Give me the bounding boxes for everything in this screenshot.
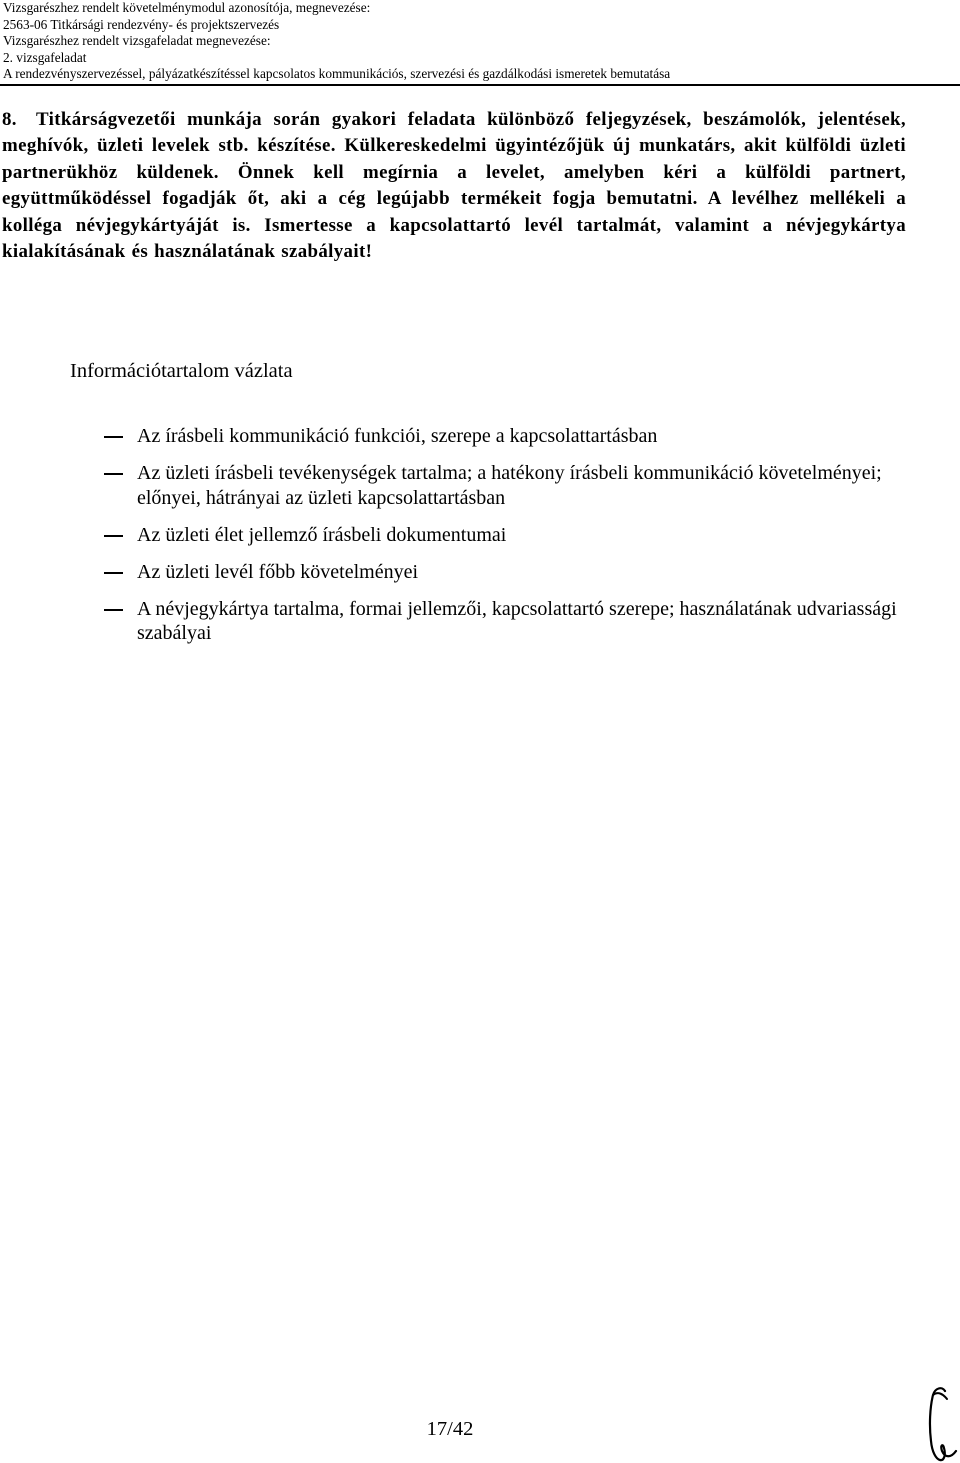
dash-bullet xyxy=(104,436,123,438)
outline-item xyxy=(104,461,904,510)
dash-bullet xyxy=(104,473,123,475)
outline-item-text: Az írásbeli kommunikáció funkciói, szerepe a kapcsolattartásban xyxy=(137,425,658,447)
outline-item xyxy=(104,597,904,646)
outline-item-text: A névjegykártya tartalma, formai jellemzői, kapcsolattartó szerepe; használatának udvariassági szabályai xyxy=(137,597,897,644)
header-task-label: Vizsgarészhez rendelt vizsgafeladat megnevezése: xyxy=(3,33,271,49)
header-divider xyxy=(0,84,960,86)
task-text: Titkárságvezetői munkája során gyakori feladata különböző feljegyzések, beszámolók, jelentések, meghívók, üzleti levelek stb. készítése. Külkereskedelmi ügyintézőjük új munkatárs, akit külföldi üzleti partnerükhöz küldenek. Önnek kell megírnia a levelet, amelyben kéri a külföldi partnert, együttműködéssel fogadják őt, aki a cég legújabb termékeit fogja bemutatni. A levélhez mellékeli a kolléga névjegykártyáját is. Ismertesse a kapcsolattartó levél tartalmát, valamint a névjegykártya kialakításának és használatának szabályait! xyxy=(2,109,906,263)
outline-list xyxy=(104,424,904,658)
signature-mark xyxy=(918,1385,960,1463)
outline-title: Információtartalom vázlata xyxy=(70,360,293,382)
outline-item-text: Az üzleti élet jellemző írásbeli dokumentumai xyxy=(137,523,507,546)
header-task-title: A rendezvényszervezéssel, pályázatkészítéssel kapcsolatos kommunikációs, szervezési és gazdálkodási ismeretek bemutatása xyxy=(3,66,671,82)
dash-bullet xyxy=(104,572,123,574)
task-description xyxy=(2,107,906,265)
outline-item xyxy=(104,523,904,548)
outline-item xyxy=(104,560,904,585)
task-number: 8. xyxy=(2,109,17,130)
dash-bullet xyxy=(104,535,123,537)
page-header xyxy=(3,0,953,83)
header-task-number: 2. vizsgafeladat xyxy=(3,49,87,65)
header-module-label: Vizsgarészhez rendelt követelménymodul azonosítója, megnevezése: xyxy=(3,0,371,15)
header-module-name: 2563-06 Titkársági rendezvény- és projektszervezés xyxy=(3,16,280,32)
outline-item-text: Az üzleti írásbeli tevékenységek tartalma; a hatékony írásbeli kommunikáció követelményei; előnyei, hátrányai az üzleti kapcsolattartásban xyxy=(137,462,882,509)
dash-bullet xyxy=(104,609,123,611)
outline-item xyxy=(104,424,904,449)
outline-item-text: Az üzleti levél főbb követelményei xyxy=(137,560,419,583)
page-number: 17/42 xyxy=(426,1418,474,1440)
